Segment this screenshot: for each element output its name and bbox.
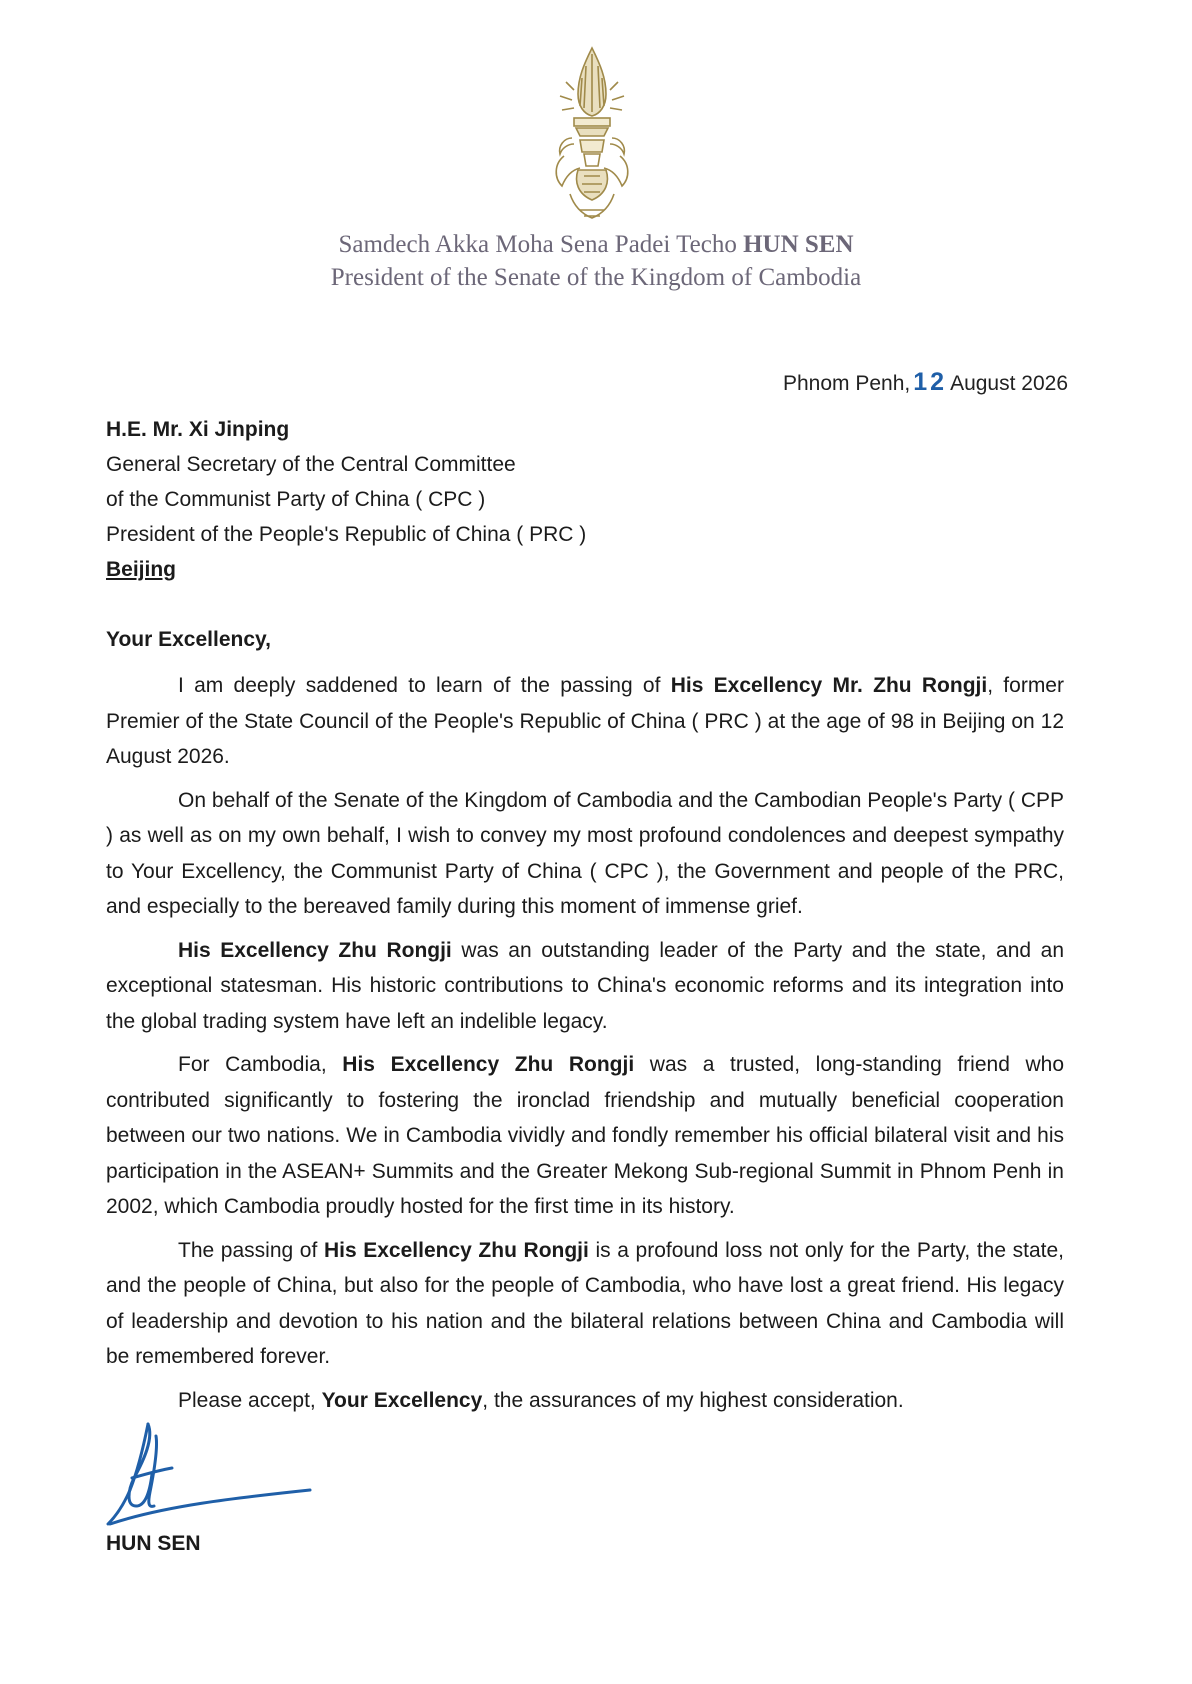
paragraph-5-text-c: is a profound loss not only for the Party, the state, and the people of China, but also for the people of Cambodia, who have lost a great friend. His legacy of leadership and devotion to his nation and the bilateral relations between China and Cambodia will be remembered forever. <box>106 1238 1064 1368</box>
closing-bold: Your Excellency <box>321 1388 483 1412</box>
recipient-title-2: of the Communist Party of China ( CPC ) <box>106 488 486 511</box>
paragraph-5 <box>106 1233 1064 1375</box>
letterhead-title: President of the Senate of the Kingdom of Cambodia <box>330 264 862 291</box>
letterhead-honorific: Samdech Akka Moha Sena Padei Techo <box>338 231 737 258</box>
closing-text-a: Please accept, <box>178 1388 322 1412</box>
recipient-name: H.E. Mr. Xi Jinping <box>106 418 290 441</box>
paragraph-4 <box>106 1047 1064 1225</box>
paragraph-2-text: On behalf of the Senate of the Kingdom of Cambodia and the Cambodian People's Party ( CPP ) as well as on my own behalf, I wish to convey my most profound condolences and deepest sympathy to Your Excellency, the Communist Party of China ( CPC ), the Government and people of the PRC, and especially to the bereaved family during this moment of immense grief. <box>106 788 1064 918</box>
recipient-title-3: President of the People's Republic of China ( PRC ) <box>106 523 587 546</box>
recipient-block <box>106 412 586 587</box>
signatory-name: HUN SEN <box>106 1532 201 1555</box>
letter-body <box>106 668 1064 1426</box>
paragraph-1 <box>106 668 1064 775</box>
closing-text-c: , the assurances of my highest consideration. <box>482 1388 904 1412</box>
date-place: Phnom Penh, <box>782 372 911 395</box>
paragraph-1-bold: His Excellency Mr. Zhu Rongji <box>670 674 988 697</box>
paragraph-3-text-c: was an outstanding leader of the Party and the state, and an exceptional statesman. His historic contributions to China's economic reforms and its integration into the global trading system have left an indelible legacy. <box>106 938 1065 1033</box>
royal-emblem-icon <box>544 44 640 224</box>
paragraph-4-text-c: was a trusted, long-standing friend who contributed significantly to fostering the ironclad friendship and mutually beneficial cooperation between our two nations. We in Cambodia vividly and fondly remember his official bilateral visit and his participation in the ASEAN+ Summits and the Greater Mekong Sub-regional Summit in Phnom Penh in 2002, which Cambodia proudly hosted for the first time in its history. <box>106 1053 1065 1218</box>
letterhead <box>0 228 1192 294</box>
date-day: 12 <box>913 368 948 396</box>
paragraph-5-bold: His Excellency Zhu Rongji <box>323 1238 589 1262</box>
paragraph-4-text-a: For Cambodia, <box>178 1053 343 1076</box>
recipient-city: Beijing <box>106 558 177 581</box>
paragraph-1-text-c: , former Premier of the State Council of the People's Republic of China ( PRC ) at the age of 98 in Beijing on 12 August 2026. <box>106 674 1064 768</box>
handwritten-signature <box>104 1420 314 1530</box>
paragraph-3-bold: His Excellency Zhu Rongji <box>178 938 452 962</box>
paragraph-3 <box>106 933 1064 1040</box>
letter-date <box>783 368 1068 397</box>
date-month-year: August 2026 <box>950 372 1068 395</box>
recipient-title-1: General Secretary of the Central Committee <box>106 453 516 476</box>
paragraph-5-text-a: The passing of <box>178 1238 324 1262</box>
paragraph-2 <box>106 783 1064 925</box>
paragraph-1-text-a: I am deeply saddened to learn of the passing of <box>178 674 671 697</box>
salutation: Your Excellency, <box>106 628 271 651</box>
closing-paragraph <box>106 1383 1064 1419</box>
letterhead-line-1 <box>0 228 1192 261</box>
letterhead-name: HUN SEN <box>743 231 854 258</box>
paragraph-4-bold: His Excellency Zhu Rongji <box>342 1053 635 1076</box>
